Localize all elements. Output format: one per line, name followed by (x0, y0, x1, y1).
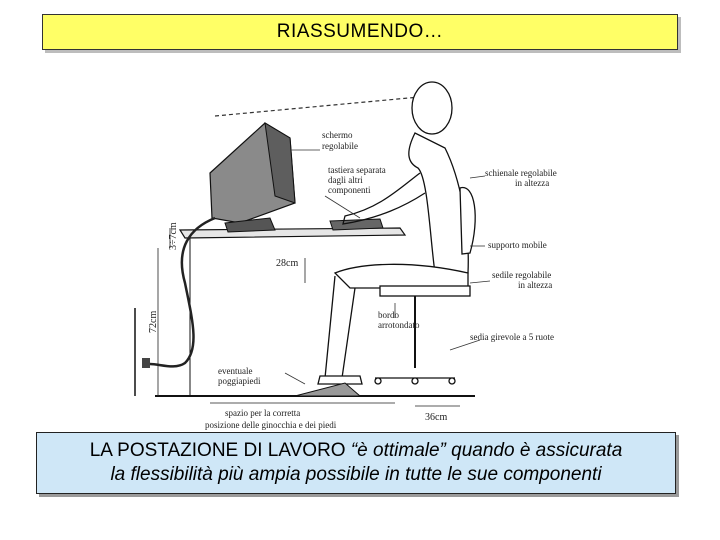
caption-box (36, 432, 676, 494)
label-poggiapiedi: eventuale poggiapiedi (218, 366, 261, 386)
power-cable (150, 218, 215, 366)
label-supporto: supporto mobile (488, 240, 547, 250)
label-bordo: bordo arrotondato (378, 310, 420, 330)
keyboard (330, 219, 383, 230)
desk (180, 228, 405, 396)
label-tastiera: tastiera separata dagli altri componenti (328, 165, 386, 195)
caption-line-2-text: la flessibilità più ampia possibile in tutte le sue componenti (110, 464, 602, 485)
caption-line-2 (110, 463, 601, 487)
title-banner (42, 14, 678, 50)
label-spazio: spazio per la corretta posizione delle ginocchia e dei piedi (205, 408, 337, 430)
dimension-28cm: 28cm (276, 258, 299, 269)
label-schienale: schienale regolabile in altezza (485, 168, 557, 188)
label-sedile: sedile regolabile in altezza (492, 270, 553, 290)
page-title: RIASSUMENDO… (276, 21, 444, 42)
caption-emphasis: “è ottimale” quando è assicurata (350, 440, 623, 461)
caption-line-1 (90, 439, 623, 463)
dimension-3-7cm: 3÷7cm (168, 222, 179, 250)
caption-prefix: LA POSTAZIONE DI LAVORO (89, 440, 351, 461)
footrest (295, 383, 360, 396)
dimension-72cm: 72cm (148, 310, 159, 333)
label-schermo: schermo regolabile (322, 130, 358, 151)
dimension-36cm: 36cm (425, 412, 448, 423)
eye-level-line (215, 96, 430, 116)
ergonomic-workstation-diagram (130, 78, 570, 433)
monitor (210, 123, 295, 232)
label-sedia: sedia girevole a 5 ruote (470, 332, 554, 342)
power-socket (142, 358, 150, 368)
